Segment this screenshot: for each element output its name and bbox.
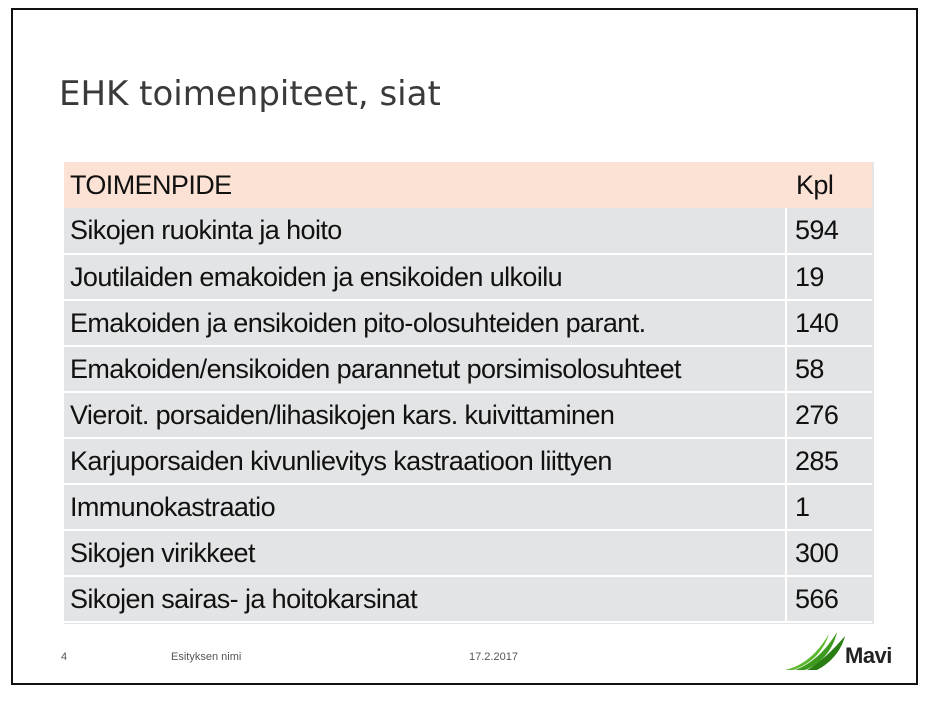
page-number: 4 <box>61 651 68 663</box>
column-header-count: Kpl <box>786 162 872 208</box>
presentation-name: Esityksen nimi <box>171 651 242 663</box>
table-row <box>64 576 872 622</box>
table-row <box>64 392 872 438</box>
table-row <box>64 208 872 254</box>
slide-title: EHK toimenpiteet, siat <box>59 74 441 114</box>
count-cell: 58 <box>786 346 872 392</box>
table-row <box>64 254 872 300</box>
measure-cell: Emakoiden/ensikoiden parannetut porsimisolosuhteet <box>64 346 786 392</box>
count-cell: 1 <box>786 484 872 530</box>
measure-cell: Vieroit. porsaiden/lihasikojen kars. kuivittaminen <box>64 392 786 438</box>
measures-table-container <box>64 162 874 624</box>
table-row <box>64 484 872 530</box>
measure-cell: Karjuporsaiden kivunlievitys kastraatioon liittyen <box>64 438 786 484</box>
count-cell: 300 <box>786 530 872 576</box>
table-header-row <box>64 162 872 208</box>
measure-cell: Emakoiden ja ensikoiden pito-olosuhteiden parant. <box>64 300 786 346</box>
footer-date: 17.2.2017 <box>469 651 518 663</box>
count-cell: 594 <box>786 208 872 254</box>
table-row <box>64 530 872 576</box>
count-cell: 19 <box>786 254 872 300</box>
table-row <box>64 438 872 484</box>
count-cell: 285 <box>786 438 872 484</box>
mavi-leaf-logo-icon <box>783 628 847 672</box>
table-row <box>64 300 872 346</box>
measures-table <box>64 162 872 623</box>
count-cell: 566 <box>786 576 872 622</box>
slide <box>11 8 918 685</box>
measure-cell: Sikojen virikkeet <box>64 530 786 576</box>
table-row <box>64 346 872 392</box>
count-cell: 276 <box>786 392 872 438</box>
measure-cell: Joutilaiden emakoiden ja ensikoiden ulkoilu <box>64 254 786 300</box>
measure-cell: Sikojen ruokinta ja hoito <box>64 208 786 254</box>
measure-cell: Sikojen sairas- ja hoitokarsinat <box>64 576 786 622</box>
logo-text: Mavi <box>845 643 892 668</box>
mavi-logo <box>783 628 903 672</box>
count-cell: 140 <box>786 300 872 346</box>
measure-cell: Immunokastraatio <box>64 484 786 530</box>
column-header-measure: TOIMENPIDE <box>64 162 786 208</box>
